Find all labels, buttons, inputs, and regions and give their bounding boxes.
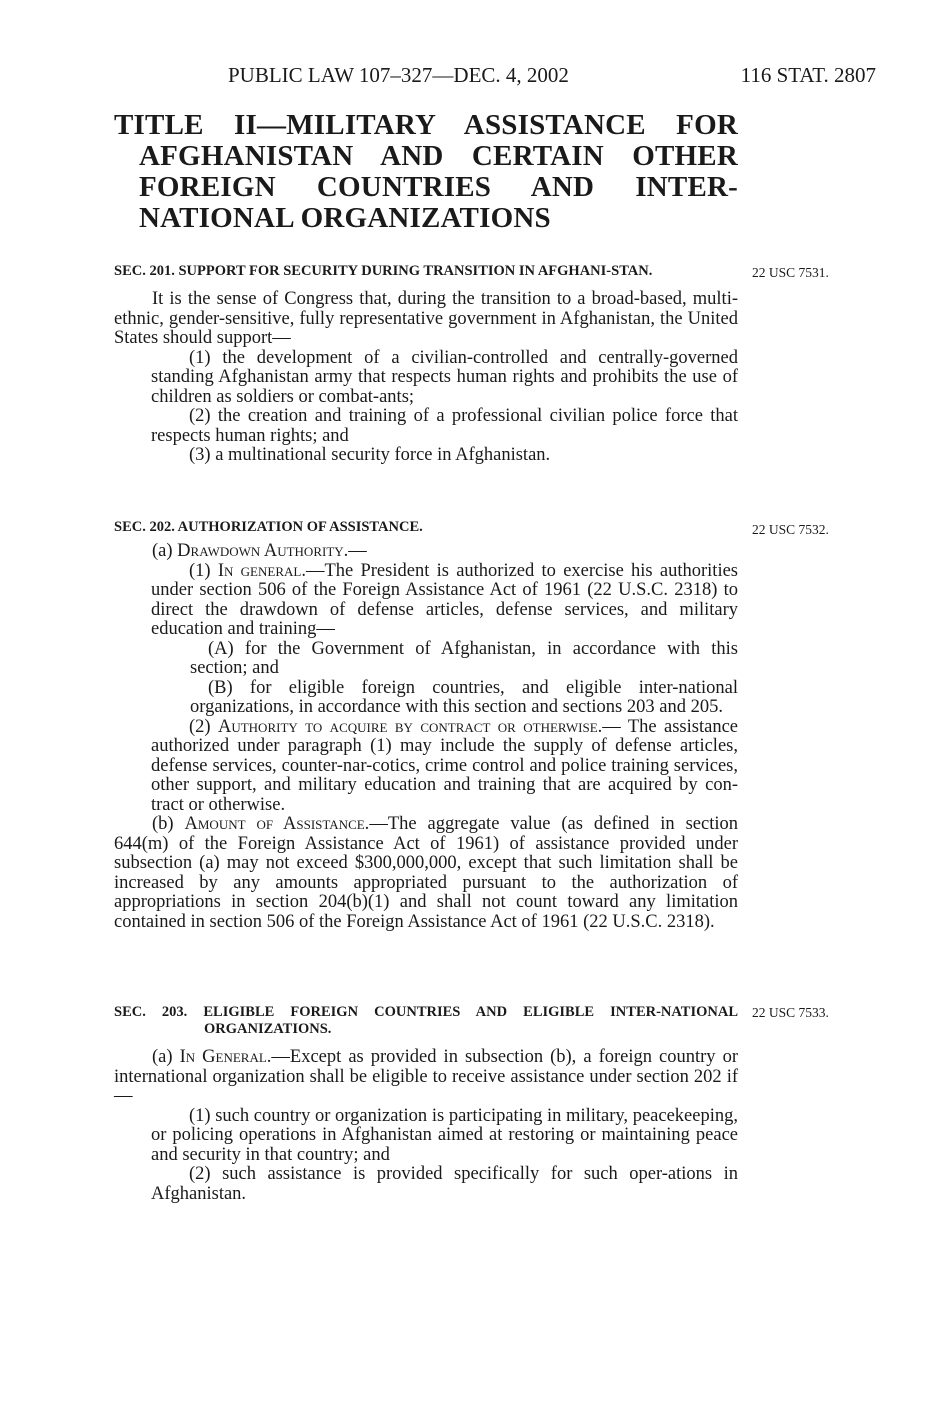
sec202-a2-label: (2)	[189, 716, 218, 737]
page-stat-number: 116 STAT. 2807	[740, 63, 876, 87]
sec202-a1-label: (1)	[189, 560, 218, 581]
sec203-item-1: (1) such country or organization is participating in military, peacekeeping, or policing operations in Afghanistan aimed at restoring or maintaining peace and security in that country; and	[151, 1105, 738, 1165]
sec202-a1A: (A) for the Government of Afghanistan, in accordance with this section; and	[190, 638, 738, 678]
sec203-margin-note: 22 USC 7533.	[752, 1005, 829, 1020]
sec203-a	[114, 1048, 738, 1107]
sec202-a1	[114, 562, 738, 640]
sec202-a-label: (a)	[152, 541, 178, 561]
title-line-3: FOREIGN COUNTRIES AND INTER-	[139, 171, 738, 203]
sec201-item-3: (3) a multinational security force in Afghanistan.	[189, 445, 551, 465]
running-head-left: PUBLIC LAW 107–327—DEC. 4, 2002	[228, 63, 569, 87]
sec201-heading: SEC. 201. SUPPORT FOR SECURITY DURING TRANSITION IN AFGHANI-STAN.	[114, 263, 653, 279]
sec202-a1-text: —The President is authorized to exercise his authorities under section 506 of the Foreign Assistance Act of 1961 (22 U.S.C. 2318) to direct the drawdown of defense articles, defense services, and military education and training—	[151, 560, 738, 639]
sec202-b-heading: Amount of Assistance.	[184, 814, 370, 834]
sec202-a-heading: Drawdown Authority.—	[177, 541, 367, 561]
title-line-2: AFGHANISTAN AND CERTAIN OTHER	[139, 140, 738, 172]
sec201-intro: It is the sense of Congress that, during the transition to a broad-based, multi-ethnic, gender-sensitive, fully representative government in Afghanistan, the United States should support—	[114, 289, 738, 348]
title-heading	[114, 110, 738, 234]
sec201-item-2: (2) the creation and training of a professional civilian police force that respects human rights; and	[151, 406, 738, 446]
sec202-a2	[114, 718, 738, 816]
sec201-item-1: (1) the development of a civilian-controlled and centrally-governed standing Afghanistan army that respects human rights and prohibits the use of children as soldiers or combat-ants;	[151, 347, 738, 407]
section-201	[114, 263, 738, 466]
sec203-a-text: —Except as provided in subsection (b), a foreign country or international organization shall be eligible to receive assistance under section 202 if—	[114, 1047, 738, 1106]
section-202	[114, 519, 738, 932]
sec203-a-label: (a)	[152, 1047, 180, 1067]
sec202-b	[114, 815, 738, 932]
sec201-margin-note: 22 USC 7531.	[752, 265, 829, 280]
sec202-a1-heading: In general.	[217, 560, 306, 581]
section-203	[114, 1004, 738, 1204]
title-line-4: NATIONAL ORGANIZATIONS	[139, 202, 551, 234]
sec202-b-label: (b)	[152, 814, 185, 834]
sec202-b-text: —The aggregate value (as defined in section 644(m) of the Foreign Assistance Act of 1961) of assistance provided under subsection (a) may not exceed $300,000,000, except that such limitation shall be increased by any amounts appropriated pursuant to the authorization of appropriations in section 204(b)(1) and shall not count toward any limitation contained in section 506 of the Foreign Assistance Act of 1961 (22 U.S.C. 2318).	[114, 814, 738, 932]
title-line-1: TITLE II—MILITARY ASSISTANCE FOR	[114, 109, 738, 141]
sec202-a1B: (B) for eligible foreign countries, and eligible inter-national organizations, in accordance with this section and sections 203 and 205.	[190, 677, 738, 717]
sec202-a	[114, 542, 738, 562]
sec203-item-2: (2) such assistance is provided specifically for such oper-ations in Afghanistan.	[151, 1164, 738, 1204]
sec203-a-heading: In General.	[179, 1047, 272, 1067]
sec202-a2-heading: Authority to acquire by contract or otherwise.	[217, 716, 603, 737]
sec202-margin-note: 22 USC 7532.	[752, 522, 829, 537]
sec203-heading: SEC. 203. ELIGIBLE FOREIGN COUNTRIES AND ELIGIBLE INTER-NATIONAL ORGANIZATIONS.	[114, 1004, 738, 1037]
sec202-a2-text: — The assistance authorized under paragraph (1) may include the supply of defense articles, defense services, counter-nar-cotics, crime control and police training services, other support, and military education and training that are acquired by con-tract or otherwise.	[151, 716, 738, 815]
sec202-heading: SEC. 202. AUTHORIZATION OF ASSISTANCE.	[114, 519, 423, 535]
